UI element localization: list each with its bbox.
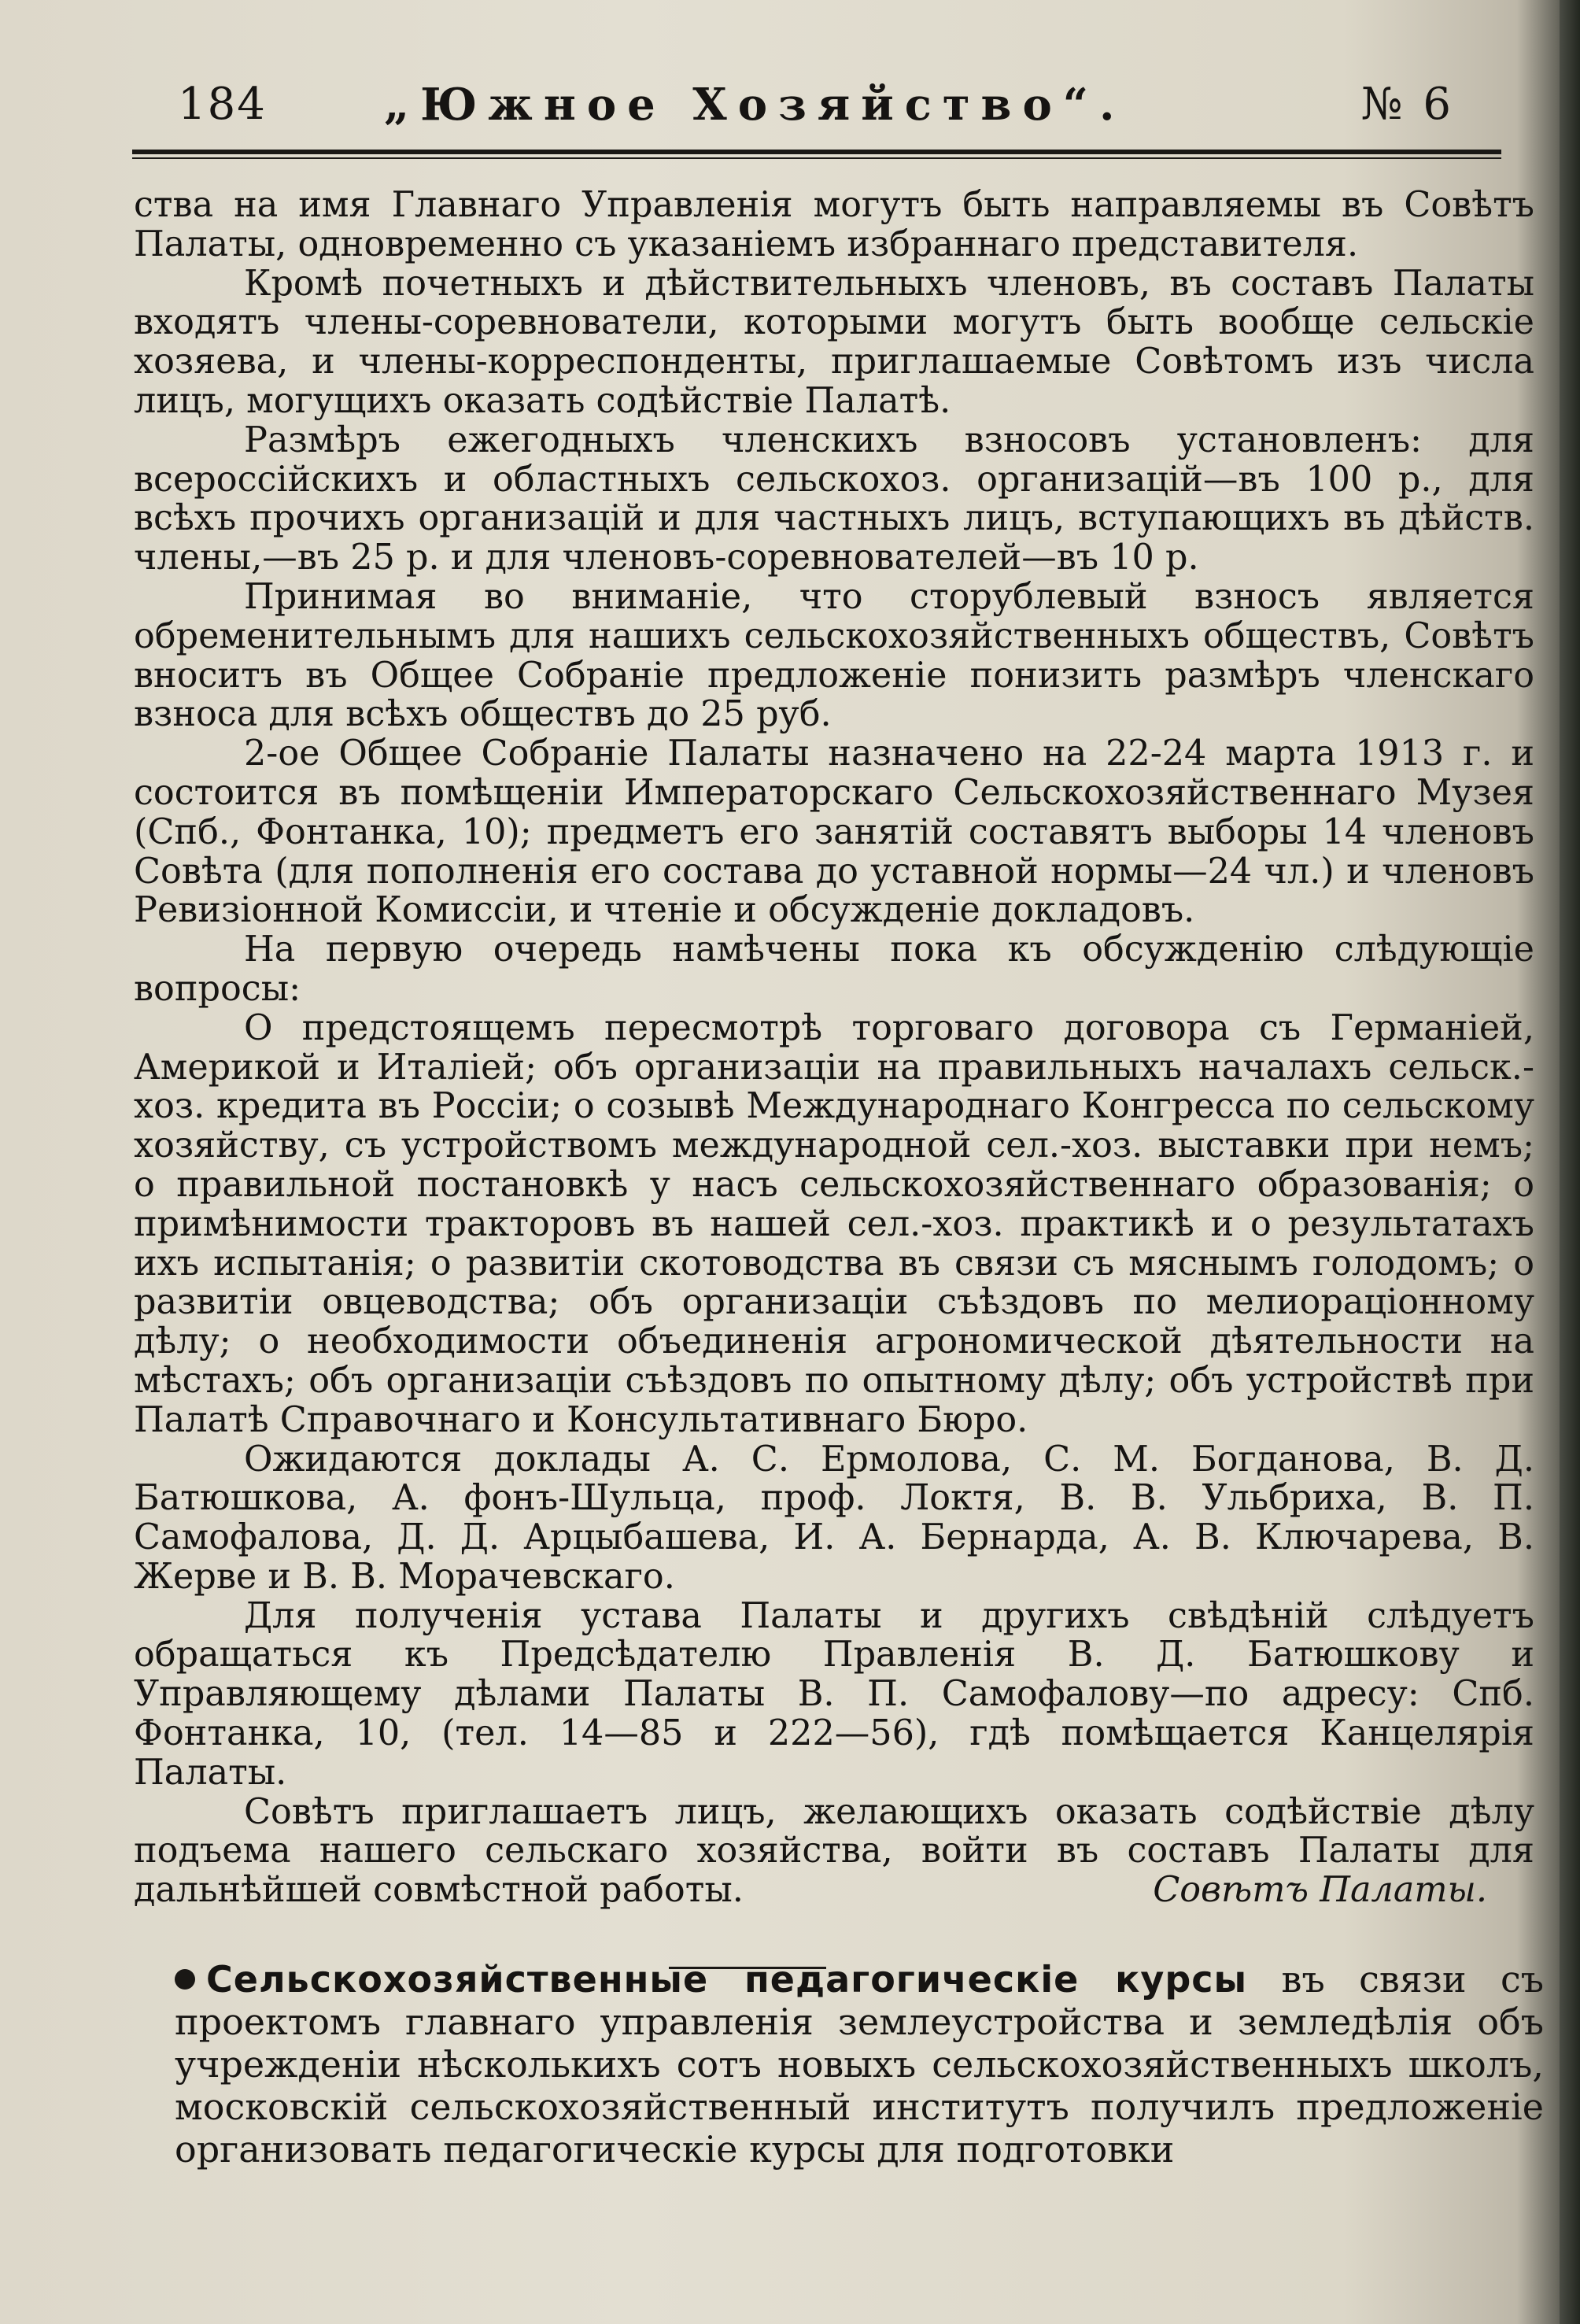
page-header	[132, 79, 1501, 142]
header-rule-thin	[132, 157, 1501, 159]
bullet-icon	[175, 1969, 195, 1990]
paragraph-text: Совѣтъ приглашаетъ лицъ, желающихъ оказать содѣйствіе дѣлу подъема нашего сельскаго хозяйства, войти въ составъ Палаты для дальнѣйшей совмѣстной работы.	[134, 1791, 1534, 1911]
header-rule	[132, 150, 1501, 154]
paragraph: Для полученія устава Палаты и другихъ свѣдѣній слѣдуетъ обращаться къ Предсѣдателю Правленія В. Д. Батюшкову и Управляющему дѣлами Палаты В. П. Самофалову—по адресу: Спб. Фонтанка, 10, (тел. 14—85 и 222—56), гдѣ помѣщается Канцелярія Палаты.	[134, 1595, 1534, 1793]
paragraph: Ожидаются доклады А. С. Ермолова, С. М. Богданова, В. Д. Батюшкова, А. фонъ-Шульца, проф. Локтя, В. В. Ульбриха, В. П. Самофалова, Д. Д. Арцыбашева, И. А. Бернарда, А. В. Ключарева, В. Жерве и В. В. Морачевскаго.	[134, 1439, 1534, 1597]
page-binding-edge	[1560, 0, 1580, 2324]
news-lead: Сельскохозяйственные педагогическіе курсы	[206, 1958, 1248, 2001]
paragraph: Размѣръ ежегодныхъ членскихъ взносовъ установленъ: для всероссійскихъ и областныхъ сельскохоз. организацій—въ 100 р., для всѣхъ прочихъ организацій и для частныхъ лицъ, вступающихъ въ дѣйств. члены,—въ 25 р. и для членовъ-соревнователей—въ 10 р.	[134, 419, 1534, 578]
paragraph-with-signature	[134, 1793, 1534, 1910]
signature: Совѣтъ Палаты.	[1153, 1870, 1487, 1911]
article-body	[134, 186, 1534, 1969]
paragraph: 2-ое Общее Собраніе Палаты назначено на 22-24 марта 1913 г. и состоится въ помѣщеніи Императорскаго Сельскохозяйственнаго Музея (Спб., Фонтанка, 10); предметъ его занятій составятъ выборы 14 членовъ Совѣта (для пополненія его состава до уставной нормы—24 чл.) и членовъ Ревизіонной Комиссіи, и чтеніе и обсужденіе докладовъ.	[134, 733, 1534, 931]
news-item	[175, 1958, 1544, 2171]
paragraph: Кромѣ почетныхъ и дѣйствительныхъ членовъ, въ составъ Палаты входятъ члены-соревнователи, которыми могутъ быть вообще сельскіе хозяева, и члены-корреспонденты, приглашаемые Совѣтомъ изъ числа лицъ, могущихъ оказать содѣйствіе Палатѣ.	[134, 263, 1534, 421]
journal-title: „Южное Хозяйство“.	[384, 79, 1126, 131]
news-paragraph	[175, 1958, 1544, 2171]
news-text: въ связи съ проектомъ главнаго управленія землеустройства и земледѣлія объ учрежденіи нѣсколькихъ сотъ новыхъ сельскохозяйственныхъ школъ, московскій сельскохозяйственный институтъ получилъ предложеніе организовать педагогическіе курсы для подготовки	[175, 1958, 1544, 2171]
page-number: 184	[178, 79, 267, 130]
paragraph: ства на имя Главнаго Управленія могутъ быть направляемы въ Совѣтъ Палаты, одновременно съ указаніемъ избраннаго представителя.	[134, 185, 1534, 264]
paragraph: О предстоящемъ пересмотрѣ торговаго договора съ Германіей, Америкой и Италіей; объ организаціи на правильныхъ началахъ сельск.-хоз. кредита въ Россіи; о созывѣ Международнаго Конгресса по сельскому хозяйству, съ устройствомъ международной сел.-хоз. выставки при немъ; о правильной постановкѣ у насъ сельскохозяйственнаго образованія; о примѣнимости тракторовъ въ нашей сел.-хоз. практикѣ и о результатахъ ихъ испытанія; о развитіи скотоводства въ связи съ мяснымъ голодомъ; о развитіи овцеводства; объ организаціи съѣздовъ по мелиораціонному дѣлу; о необходимости объединенія агрономической дѣятельности на мѣстахъ; объ организаціи съѣздовъ по опытному дѣлу; объ устройствѣ при Палатѣ Справочнаго и Консультативнаго Бюро.	[134, 1007, 1534, 1440]
paragraph: На первую очередь намѣчены пока къ обсужденію слѣдующіе вопросы:	[134, 929, 1534, 1009]
paragraph: Принимая во вниманіе, что сторублевый взносъ является обременительнымъ для нашихъ сельскохозяйственныхъ обществъ, Совѣтъ вноситъ въ Общее Собраніе предложеніе понизить размѣръ членскаго взноса для всѣхъ обществъ до 25 руб.	[134, 576, 1534, 735]
issue-number: № 6	[1360, 79, 1454, 130]
